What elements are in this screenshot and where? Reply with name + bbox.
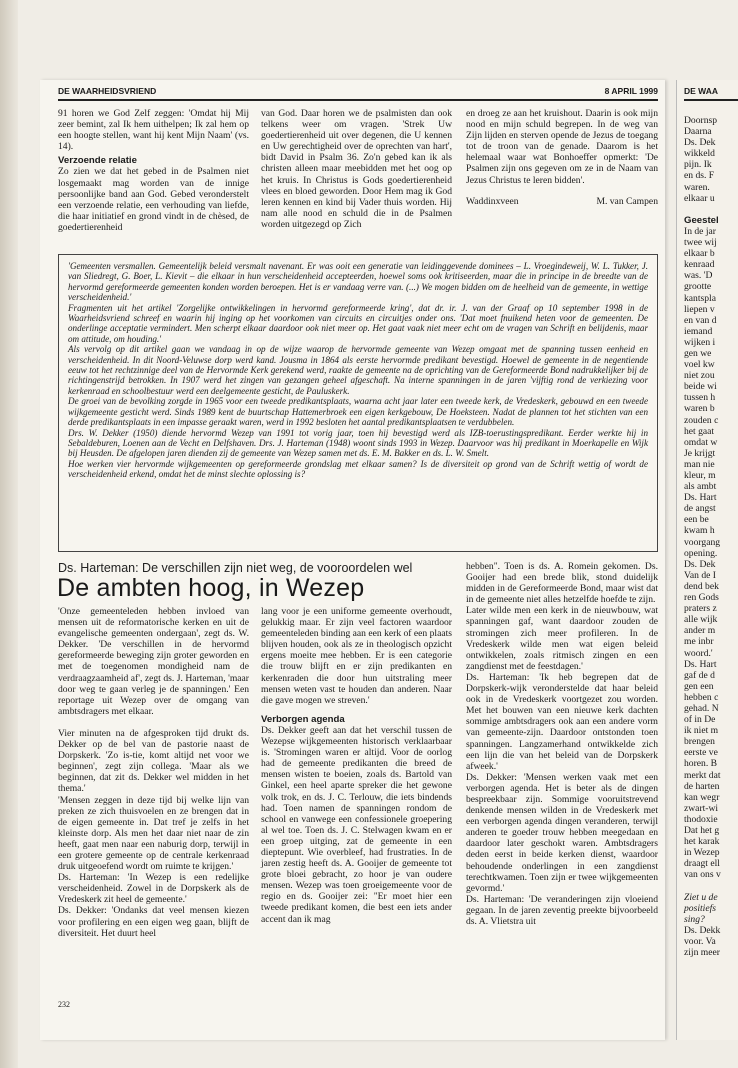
box-paragraph: Drs. W. Dekker (1950) diende hervormd Wezep van 1991 tot vorig jaar, toen hij bevestigd werd als IZB-toerustingspredikant. Eerder werkte hij in Sebaldeburen, Loenen aan de Vecht en Delfshaven. Drs. J. Harteman (1948) woont sinds 1993 in Wezep. Daarvoor was hij predikant in Moerkapelle en Wijk bij Heusden. De afgelopen jaren dienden zij de gemeente van Wezep samen met ds. E. M. Bakker en ds. L. W. Smelt. (68, 427, 648, 459)
next-page-line: alle wijk (684, 614, 718, 626)
next-page-line: kenraad (684, 259, 715, 271)
paragraph: van God. Daar horen we de psalmisten dan ook telkens weer om vragen. 'Strek Uw goedertierenheid uit over degenen, die U kennen en Uw gerechtigheid over de oprechten van hart', bidt David in Psalm 36. Zo'n gebed kan ik als christen alleen maar meebidden met het oog op het kruis. In Christus is Gods goedertierenheid vlees en bloed geworden. Door Hem mag ik God leren kennen en kind bij Vader thuis worden. Hij nam alle nood en schuld die in de Psalmen worden uitgezegd op Zich (261, 108, 452, 230)
paragraph: Vier minuten na de afgesproken tijd drukt ds. Dekker op de bel van de pastorie naast de Dorpskerk. 'Zo is-tie, komt altijd net voor we beginnen', zegt zijn collega. 'Maar als we beginnen, dat zit ds. Dekker wel midden in het thema.' (58, 727, 249, 795)
next-page-line: het gaat (684, 425, 715, 437)
next-page-line: voorgang (684, 536, 721, 548)
main-article-column-2 (261, 606, 452, 925)
next-page-line: was. 'D (684, 270, 713, 282)
paragraph: en droeg ze aan het kruishout. Daarin is ook mijn nood en mijn schuld begrepen. In de weg van Zijn lijden en sterven opende de Jezus de toegang tot de troon van de genade. Daarom is het helemaal waar wat Bonhoeffer opmerkt: 'De Psalmen zijn ons gegeven om ze in de Naam van Jezus Christus te leren bidden'. (466, 108, 658, 186)
paragraph: lang voor je een uniforme gemeente overhoudt, gelukkig maar. Er zijn veel factoren waardoor gemeenteleden binding aan een kerk of een plaats blijven houden, ook als ze in theologisch opzicht ergens moeite mee hebben. Er is een categorie die trouw blijft en er zijn predikanten en kerkenraden die door hun uitstraling meer mensen weten vast te houden dan anderen. Naar die gave mogen we streven.' (261, 606, 452, 706)
next-page-line (684, 204, 738, 215)
next-page-line: en van d (684, 314, 717, 326)
next-page-line: praters z (684, 603, 717, 615)
next-page-line: elkaar u (684, 192, 715, 204)
paragraph: hebben". Toen is ds. A. Romein gekomen. Ds. Gooijer had een brede blik, stond duidelijk midden in de Gereformeerde Bond, maar wist dat in de gemeente niet alles hetzelfde hoefde te zijn. (466, 561, 658, 606)
next-page-line: in Wezep (684, 847, 720, 859)
box-paragraph: 'Gemeenten versmallen. Gemeentelijk beleid versmalt navenant. Er was ooit een generatie van leidinggevende dominees – L. Vroegindeweij, W. L. Tukker, J. van Sliedregt, G. Boer, L. Kievit – die elkaar in hun verscheidenheid accepteerden, hoewel soms ook kritiseerden, maar die in principe in de breedte van de hervormd gereformeerde gemeenten konden worden beroepen. Het is er vandaag verre van. (...) We mogen bidden om de heelheid van de gemeente, in wettige verscheidenheid.' (68, 261, 648, 303)
article-title: De ambten hoog, in Wezep (57, 574, 365, 602)
next-page-line: woord.' (684, 647, 713, 659)
next-page-line: hebben c (684, 691, 719, 703)
next-page-line: kan wegr (684, 791, 720, 803)
running-header (58, 86, 658, 100)
next-page-line: pijn. Ik (684, 159, 712, 171)
lead-paragraph: 'Onze gemeenteleden hebben invloed van mensen uit de reformatorische kerken en uit de evangelische gemeenten ondergaan', zegt ds. W. Dekker. 'De verschillen in de hervormd gereformeerde beweging zijn groter geworden en met de toegenomen mondigheid nam de verdraagzaamheid af', zegt ds. J. Harteman, 'maar door weg te gaan verleg je de spanningen.' Een reportage uit Wezep over de omgang van ambtsdragers met elkaar. (58, 606, 249, 717)
next-page-line: horen. B (684, 758, 718, 770)
next-page-line: zijn meer (684, 947, 720, 959)
paragraph: Ds. Dekker geeft aan dat het verschil tussen de Wezepse wijkgemeenten historisch verklaarbaar is. 'Stromingen waren er altijd. Voor de oorlog had de gemeente predikanten die breed de mensen wisten te boeien, zoals ds. Bartold van Ginkel, een heel aparte spreker die het gewone volk trok, en ds. J. C. Terlouw, die iets bindends had. Toen namen de spanningen rondom de school en vanwege een confessionele groepering al wel toe. Toen ds. J. C. Stelwagen kwam en er een groep uitging, zat de gemeente in een dieptepunt. Wie overbleef, had frustraties. In de jaren zestig heeft ds. A. Gooijer de gemeente tot grote bloei gebracht, zo hoor je van oudere mensen. Wezep was toen groeigemeente voor de regio en ds. Gooijer zei: "Er moet hier een tweede predikant komen, die best een iets ander accent dan ik mag (261, 724, 452, 925)
paragraph: Ds. Dekker: 'Mensen werken vaak met een verborgen agenda. Het is beter als de dingen bespreekbaar zijn. Sommige vooruitstrevend denkende mensen wilden in de Vredeskerk met een verborgen agenda dingen veranderen, terwijl anderen te goeder trouw hebben meegedaan en daardoor later geschokt waren. Ambtsdragers deden eerst in beide kerken dienst, waardoor behoudende onderlingen in een zangdienst terechtkwamen. Toen zijn er twee wijkgemeenten gevormd.' (466, 771, 658, 894)
next-page-line: grootte (684, 281, 712, 293)
signature-author: M. van Campen (596, 195, 658, 207)
main-article-column-1 (58, 606, 249, 939)
next-page-line: Ds. Hart (684, 658, 717, 670)
paragraph: 'Mensen zeggen in deze tijd bij welke lijn van preken ze zich thuisvoelen en ze brengen dat in de eigen gemeente in. Dat tref je zelfs in het kleinste dorp. Als men het daar niet naar de zin heeft, gaat men naar een naburig dorp, terwijl in een grotere gemeente op de centrale kerkenraad druk uitgeoefend wordt om ruimte te krijgen.' (58, 794, 249, 873)
next-page-line: elkaar b (684, 248, 715, 260)
box-paragraph: Fragmenten uit het artikel 'Zorgelijke ontwikkelingen in hervormd gereformeerde kring', dat dr. ir. J. van der Graaf op 10 september 1998 in de Waarheidsvriend schreef en waarin hij inging op het voorkomen van circuits en circuitjes onder ons. 'Dat moet fnuikend heten voor de gemeenten. De onderlinge acceptatie vermindert. Men scherpt elkaar daardoor ook niet meer op. Het gaat vaak niet meer echt om de vragen van Schrift en belijdenis, maar om attitude, om houding.' (68, 302, 648, 344)
scan-edge (0, 0, 18, 1068)
next-page-line: wijken i (684, 336, 716, 348)
next-page-line: liepen v (684, 303, 715, 315)
next-page-line: ren Gods (684, 592, 719, 604)
next-page-line: Van de I (684, 569, 716, 581)
next-page-line: me inbr (684, 636, 714, 648)
next-page-line: tussen h (684, 392, 716, 404)
next-page-line: het karak (684, 836, 720, 848)
next-page-line: en ds. F (684, 170, 715, 182)
next-page-line: voor. Va (684, 935, 716, 947)
next-page-line: Ds. Dek (684, 558, 716, 570)
paragraph: Ds. Harteman: 'Ik heb begrepen dat de Dorpskerk-wijk veronderstelde dat haar beleid ook in de Vredeskerk voortgezet zou worden. Met het bouwen van een nieuwe kerk dachten sommige ambtsdragers ook aan een andere vorm van gemeente-zijn. Daardoor ontstonden toen spanningen. Langzamerhand ontwikkelde zich een lijn die van het beleid van de Dorpskerk afweek.' (466, 671, 658, 772)
next-page-line: iemand (684, 325, 713, 337)
signature-place: Waddinxveen (466, 195, 519, 207)
next-page-line: Je krijgt (684, 447, 716, 459)
next-page-line (684, 880, 738, 891)
article-kicker: Ds. Harteman: De verschillen zijn niet weg, de vooroordelen wel (58, 561, 413, 575)
next-page-line: gen we (684, 347, 712, 359)
paragraph: 91 horen we God Zelf zeggen: 'Omdat hij Mij zeer bemint, zal Ik hem uithelpen; Ik zal hem op een hoogte stellen, want hij kent Mijn Naam' (vs. 14). (58, 108, 249, 153)
intro-box (58, 254, 658, 552)
next-page-line: ander m (684, 625, 716, 637)
top-article-column-3 (466, 108, 658, 207)
next-page-line: van ons v (684, 869, 721, 881)
box-paragraph: Hoe werken vier hervormde wijkgemeenten op gereformeerde grondslag met elkaar samen? Is de diversiteit op grond van de Schrift wettig of wordt de verscheidenheid erkend, omdat het de minst slechte oplossing is? (68, 458, 648, 480)
next-page-line: zwart-wi (684, 802, 719, 814)
next-page-line: Doornsp (684, 115, 718, 126)
next-page-header: DE WAA (684, 86, 718, 96)
next-page-line: thodoxie (684, 813, 718, 825)
next-page-line: In de jar (684, 225, 716, 237)
next-page-line: gen een (684, 680, 714, 692)
box-paragraph: De groei van de bevolking zorgde in 1965 voor een tweede predikantsplaats, waarna acht jaar later een tweede kerk, de Vredeskerk, gebouwd en een tweede wijkgemeente gesticht werd. Sinds 1989 kent de buurtschap Hattemerbroek een eigen kerkgebouw, De Hoeksteen. Nadat de plannen tot het stichten van een derde predikantsplaats in een impasse geraakt waren, werd in 1992 besloten het aantal predikantsplaatsen te verdubbelen. (68, 396, 648, 428)
signature (466, 196, 658, 207)
next-page-line: twee wij (684, 237, 717, 249)
paragraph: Later wilde men een kerk in de nieuwbouw, wat spanningen gaf, want daardoor zouden de stromingen zich meer profileren. In de Vredeskerk wilde men wat eigen beleid ontwikkelen, zoals ritmisch zingen en een zangdienst met de feestdagen.' (466, 605, 658, 672)
next-page-line: gaf de d (684, 669, 715, 681)
next-page-line: draagt ell (684, 858, 720, 870)
next-page-line: kwam h (684, 525, 715, 537)
paragraph: Ds. Harteman: 'De veranderingen zijn vloeiend gegaan. In de jaren zeventig preekte bijvoorbeeld ds. A. Vlietstra uit (466, 893, 658, 927)
next-page-line: kantspla (684, 292, 716, 304)
next-page-line: de harten (684, 780, 720, 792)
next-page-line: waren b (684, 403, 715, 415)
page-number: 232 (58, 1000, 70, 1009)
next-page-line: gehad. N (684, 702, 719, 714)
top-article-column-1 (58, 108, 249, 233)
next-page-line: kleur, m (684, 470, 716, 481)
next-page-line: positiefs (684, 902, 716, 914)
paragraph: Ds. Harteman: 'In Wezep is een redelijke verscheidenheid. Zowel in de Dorpskerk als de Vredeskerk zit heel de gemeente.' (58, 872, 249, 906)
header-rule (58, 99, 658, 101)
next-page-line: voel kw (684, 359, 715, 371)
next-page-line: Ds. Dekk (684, 924, 721, 936)
publication-name: DE WAARHEIDSVRIEND (58, 86, 157, 96)
next-page-line: ik niet m (684, 725, 719, 737)
issue-date: 8 APRIL 1999 (604, 86, 658, 96)
next-page-header-rule (684, 99, 738, 101)
next-page-line: man nie (684, 458, 715, 470)
next-page-line: als ambt (684, 481, 717, 493)
box-paragraph: Als vervolg op dit artikel gaan we vandaag in op de wijze waarop de hervormde gemeente van Wezep omgaat met de spanning tussen eenheid en verscheidenheid. In dit Noord-Veluwse dorp werd kand. Jousma in 1864 als eerste hervormde predikant bevestigd. Hoewel de gemeente in de negentiende eeuw tot het rechtzinnige deel van de Hervormde Kerk gerekend werd, raakte de gemeente na de oprichting van de Gereformeerde Bond nadrukkelijker bij de richtingenstrijd betrokken. In 1907 werd het zingen van gezangen geheel afgeschaft. Na interne spanningen in de jaren 'vijftig rond de verkiezing voor kerkenraad en schoolbestuur werd een deelgemeente gesticht, de Pauluskerk. (68, 344, 648, 396)
next-page-line: Dat het g (684, 825, 720, 836)
next-page-line: merkt dat (684, 769, 721, 781)
top-article-column-2 (261, 108, 452, 230)
next-page-line: of in De (684, 714, 716, 726)
next-page-line: sing? (684, 913, 705, 925)
next-page-line: beide wi (684, 381, 717, 393)
next-page-line: een be (684, 514, 709, 526)
next-page-line: eerste ve (684, 747, 718, 759)
next-page-line: Ziet u de (684, 891, 718, 903)
subheading: Verzoende relatie (58, 155, 137, 167)
next-page-line: zouden c (684, 414, 719, 426)
next-page-line: waren. (684, 181, 710, 193)
subheading: Verborgen agenda (261, 713, 345, 725)
next-page-line: Ds. Dek (684, 137, 716, 149)
next-page-line: dend bek (684, 580, 719, 592)
next-page-text (684, 115, 738, 958)
main-article-column-3 (466, 561, 658, 927)
next-page-line: de angst (684, 503, 716, 515)
paragraph: Zo zien we dat het gebed in de Psalmen niet losgemaakt mag worden van de innige persoonlijke band aan God. Gebed veronderstelt een verzoende relatie, een verhouding van liefde, die haar initiatief en grond vindt in de chèsed, de goedertierenheid (58, 166, 249, 233)
next-page-line: wikkeld (684, 148, 715, 160)
next-page-line: niet zou (684, 370, 715, 382)
next-page-line: Ds. Hart (684, 492, 717, 504)
next-page-line: Daarna (684, 126, 712, 138)
next-page-line: Geestel (684, 214, 719, 226)
next-page-line: opening. (684, 547, 718, 559)
next-page-line: brengen (684, 736, 715, 748)
paragraph: Ds. Dekker: 'Ondanks dat veel mensen kiezen voor profilering en een eigen weg gaan, blijft de diversiteit. Het duurt heel (58, 905, 249, 939)
next-page-line: omdat w (684, 436, 718, 448)
